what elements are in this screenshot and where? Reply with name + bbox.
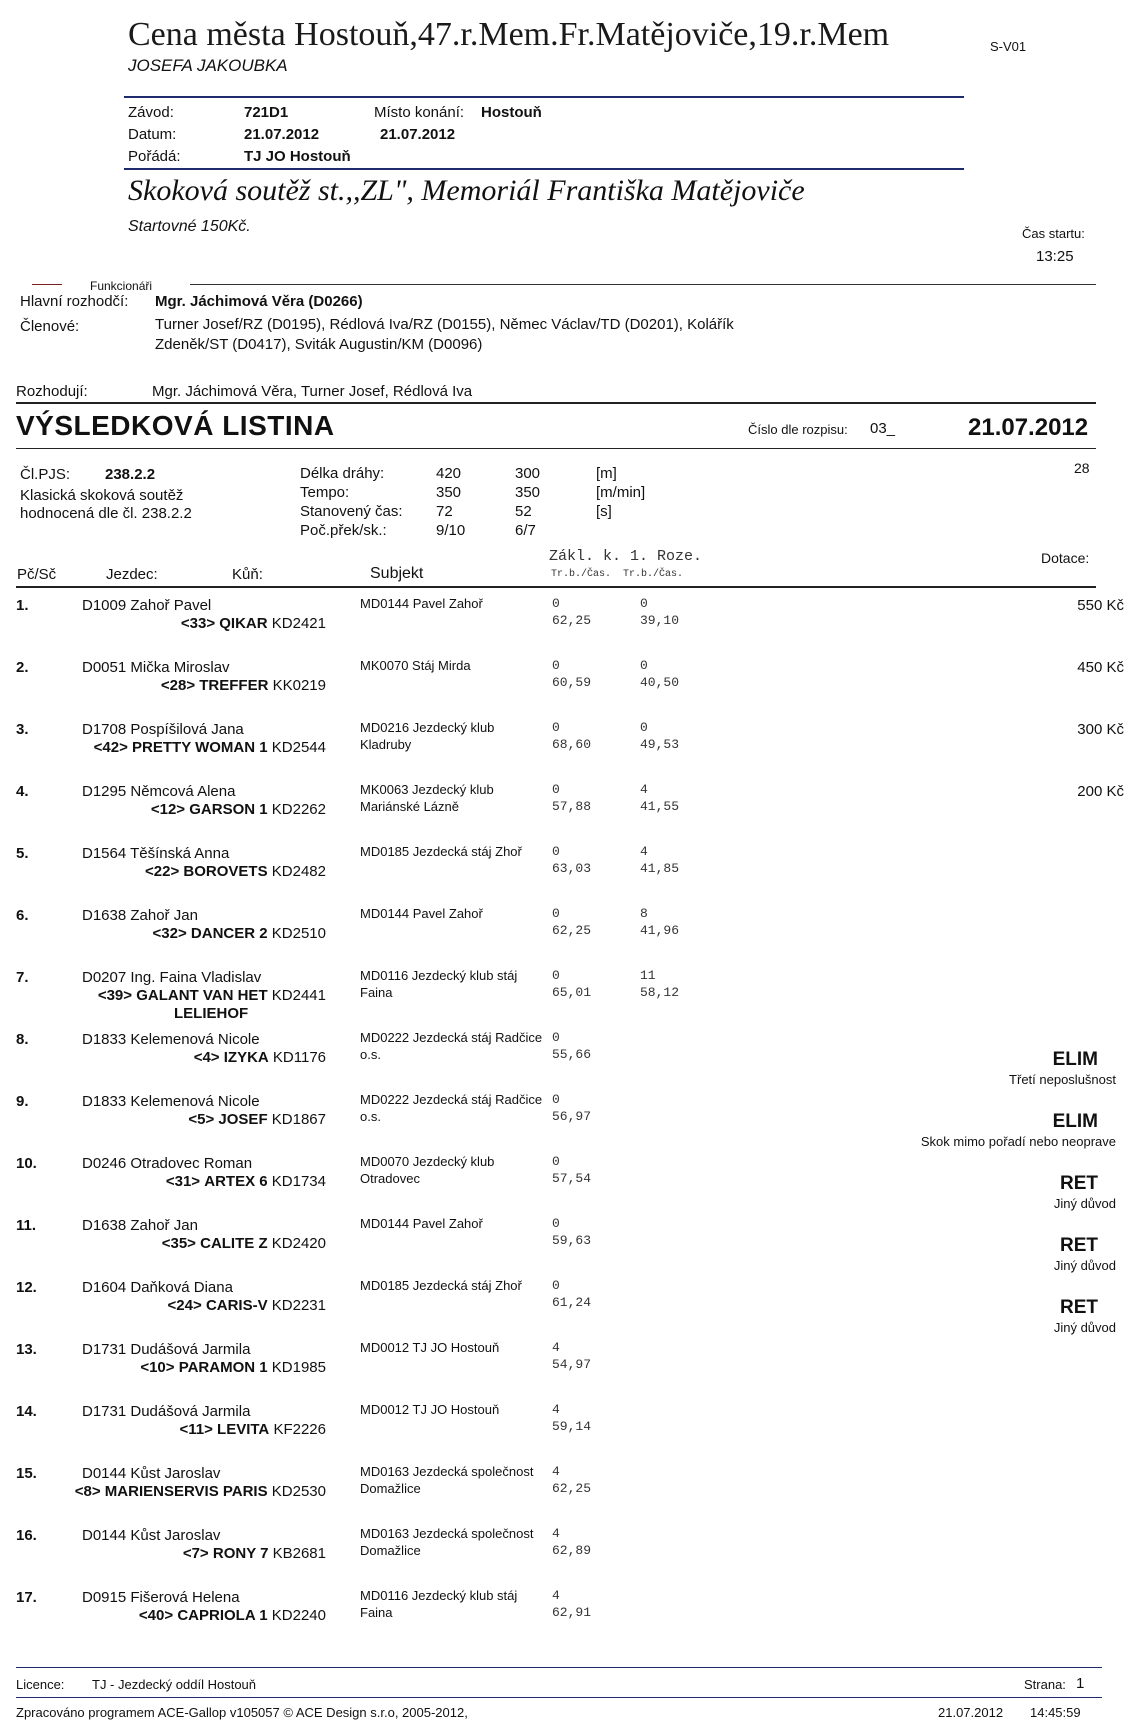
row-position: 11. [16, 1217, 37, 1234]
row-round1-penalty: 0 [552, 1154, 560, 1169]
row-round1-penalty: 4 [552, 1340, 560, 1355]
table-row [0, 1399, 1136, 1461]
param-label-tempo: Tempo: [300, 484, 350, 501]
row-round2-penalty: 0 [640, 596, 648, 611]
row-round1-penalty: 4 [552, 1464, 560, 1479]
clenove-line-2: Zdeněk/ST (D0417), Sviták Augustin/KM (D0096) [155, 336, 483, 353]
startovne: Startovné 150Kč. [128, 218, 251, 235]
datum-value-2: 21.07.2012 [380, 126, 456, 143]
results-title: VÝSLEDKOVÁ LISTINA [16, 410, 335, 441]
row-horse-name: GALANT VAN HET [136, 987, 268, 1004]
row-round1-time: 57,88 [552, 799, 592, 814]
row-horse-line [0, 1483, 326, 1500]
row-subject: MD0216 Jezdecký klub Kladruby [360, 720, 495, 752]
row-round1-time: 62,91 [552, 1605, 592, 1620]
row-horse-number: <40> [138, 1607, 174, 1624]
datum-label: Datum: [128, 126, 177, 143]
row-subject: MD0144 Pavel Zahoř [360, 596, 483, 611]
row-subject: MD0116 Jezdecký klub stáj Faina [360, 1588, 518, 1620]
competition-description-1: Klasická skoková soutěž [20, 487, 184, 504]
row-horse-id: KD2231 [271, 1297, 326, 1314]
porada-label: Pořádá: [128, 148, 181, 165]
row-round1-time: 62,25 [552, 1481, 592, 1496]
row-horse-line [0, 987, 326, 1004]
row-horse-id: KD1985 [271, 1359, 326, 1376]
row-horse-name: CAPRIOLA 1 [177, 1607, 268, 1624]
row-position: 4. [16, 783, 29, 800]
row-round2-penalty: 11 [640, 968, 656, 983]
param-v2-tempo: 350 [515, 484, 541, 501]
row-horse-id: KD2544 [271, 739, 326, 756]
row-position: 15. [16, 1465, 37, 1482]
row-horse-id: KD1176 [272, 1049, 326, 1066]
row-round2-penalty: 4 [640, 844, 648, 859]
row-subject: MD0070 Jezdecký klub Otradovec [360, 1154, 495, 1186]
row-round1-penalty: 4 [552, 1402, 560, 1417]
row-horse-id: KD1867 [271, 1111, 326, 1128]
table-row [0, 903, 1136, 965]
row-horse-number: <24> [167, 1297, 202, 1314]
row-position: 2. [16, 659, 29, 676]
row-horse-line [0, 1421, 326, 1438]
row-round2-time: 58,12 [640, 985, 680, 1000]
row-horse-line [0, 1359, 326, 1376]
results-date: 21.07.2012 [968, 414, 1089, 441]
row-horse-number: <22> [145, 863, 180, 880]
row-subject: MD0012 TJ JO Hostouň [360, 1402, 500, 1417]
row-rider: D0246 Otradovec Roman [82, 1155, 253, 1172]
table-row [0, 1523, 1136, 1585]
row-horse-line [0, 1545, 326, 1562]
row-horse-line [0, 1297, 326, 1314]
column-header-subject: Subjekt [370, 565, 424, 582]
column-header-rider: Jezdec: [106, 566, 158, 583]
row-subject: MD0185 Jezdecká stáj Zhoř [360, 1278, 522, 1293]
row-rider: D1604 Daňková Diana [82, 1279, 233, 1296]
table-row [0, 1275, 1136, 1337]
table-row [0, 593, 1136, 655]
row-horse-name: LEVITA [217, 1421, 270, 1438]
officials-divider-left [32, 284, 62, 285]
table-row [0, 1089, 1136, 1151]
print-date: 21.07.2012 [938, 1705, 1004, 1720]
table-row [0, 1461, 1136, 1523]
officials-divider-right [190, 284, 1096, 285]
row-round1-time: 59,14 [552, 1419, 592, 1434]
param-v2-distance: 300 [515, 465, 541, 482]
row-horse-number: <10> [140, 1359, 175, 1376]
row-round1-penalty: 0 [552, 1030, 560, 1045]
row-horse-id: KD2421 [271, 615, 326, 632]
row-position: 12. [16, 1279, 37, 1296]
results-divider-top [16, 402, 1096, 404]
row-round2-time: 49,53 [640, 737, 680, 752]
row-round2-penalty: 0 [640, 720, 648, 735]
param-label-distance: Délka dráhy: [300, 465, 385, 482]
table-row [0, 717, 1136, 779]
clenove-label: Členové: [20, 318, 80, 335]
param-label-obstacles: Poč.přek/sk.: [300, 522, 387, 539]
row-position: 13. [16, 1341, 37, 1358]
row-round2-penalty: 0 [640, 658, 648, 673]
row-round1-time: 68,60 [552, 737, 592, 752]
row-round1-time: 55,66 [552, 1047, 592, 1062]
row-rider: D0051 Mička Miroslav [82, 659, 230, 676]
header-divider-bottom [124, 168, 964, 170]
event-subtitle: JOSEFA JAKOUBKA [128, 56, 288, 75]
row-horse-number: <5> [188, 1111, 215, 1128]
row-horse-line [0, 1607, 326, 1624]
row-horse-name: JOSEF [218, 1111, 268, 1128]
row-horse-line [0, 615, 326, 632]
row-horse-number: <35> [161, 1235, 196, 1252]
row-rider: D1731 Dudášová Jarmila [82, 1341, 251, 1358]
row-position: 8. [16, 1031, 29, 1048]
param-unit-distance: [m] [596, 465, 617, 482]
row-round2-time: 40,50 [640, 675, 680, 690]
result-count: 28 [1074, 460, 1090, 476]
row-horse-name: QIKAR [219, 615, 268, 632]
row-status-reason: Třetí neposlušnost [1009, 1072, 1116, 1087]
table-row [0, 965, 1136, 1027]
table-row [0, 779, 1136, 841]
rozhoduji-label: Rozhodují: [16, 383, 88, 400]
row-horse-number: <7> [182, 1545, 209, 1562]
row-horse-name: IZYKA [223, 1049, 269, 1066]
row-horse-line [0, 1173, 326, 1190]
row-round1-penalty: 4 [552, 1588, 560, 1603]
row-round2-time: 41,85 [640, 861, 680, 876]
row-horse-name: TREFFER [199, 677, 269, 694]
row-subject: MD0116 Jezdecký klub stáj Faina [360, 968, 518, 1000]
row-round1-time: 56,97 [552, 1109, 592, 1124]
param-v2-obstacles: 6/7 [515, 522, 536, 539]
row-horse-id: KB2681 [272, 1545, 326, 1562]
row-round1-penalty: 0 [552, 1278, 560, 1293]
row-round1-time: 57,54 [552, 1171, 592, 1186]
table-row [0, 1213, 1136, 1275]
row-round2-time: 41,96 [640, 923, 680, 938]
column-header-prize: Dotace: [1041, 550, 1090, 566]
row-round1-penalty: 0 [552, 1092, 560, 1107]
table-row [0, 1337, 1136, 1399]
row-horse-id: KD1734 [271, 1173, 326, 1190]
row-rider: D0207 Ing. Faina Vladislav [82, 969, 262, 986]
row-horse-name: PARAMON 1 [178, 1359, 268, 1376]
row-horse-number: <11> [179, 1421, 213, 1438]
table-row [0, 1027, 1136, 1089]
document-code: S-V01 [990, 39, 1027, 54]
row-subject: MD0222 Jezdecká stáj Radčice o.s. [360, 1030, 543, 1062]
row-horse-line [0, 739, 326, 756]
column-header-position: Pč/Sč [17, 566, 57, 583]
param-unit-tempo: [m/min] [596, 484, 646, 501]
row-rider: D1295 Němcová Alena [82, 783, 236, 800]
row-horse-number: <33> [180, 615, 216, 632]
row-horse-name: GARSON 1 [189, 801, 268, 818]
datum-value-1: 21.07.2012 [244, 126, 320, 143]
row-horse-name: DANCER 2 [190, 925, 268, 942]
row-round1-time: 65,01 [552, 985, 592, 1000]
row-horse-name: MARIENSERVIS PARIS [104, 1483, 268, 1500]
row-horse-name-cont: LELIEHOF [174, 1005, 249, 1022]
cas-startu-label: Čas startu: [1022, 226, 1085, 241]
row-prize: 200 Kč [1077, 783, 1124, 800]
row-subject: MK0070 Stáj Mirda [360, 658, 471, 673]
row-horse-id: KD2420 [271, 1235, 326, 1252]
row-round1-time: 62,89 [552, 1543, 592, 1558]
row-subject: MD0012 TJ JO Hostouň [360, 1340, 500, 1355]
row-rider: D1009 Zahoř Pavel [82, 597, 212, 614]
row-rider: D1638 Zahoř Jan [82, 1217, 198, 1234]
row-round2-penalty: 4 [640, 782, 648, 797]
row-horse-number: <28> [160, 677, 196, 694]
row-horse-name: PRETTY WOMAN 1 [132, 739, 268, 756]
row-horse-name: CARIS-V [205, 1297, 268, 1314]
misto-label: Místo konání: [374, 104, 465, 121]
zavod-value: 721D1 [244, 104, 289, 121]
misto-value: Hostouň [481, 104, 542, 121]
row-horse-number: <32> [152, 925, 187, 942]
zavod-label: Závod: [128, 104, 174, 121]
row-round1-penalty: 0 [552, 658, 560, 673]
row-position: 10. [16, 1155, 37, 1172]
row-status-reason: Skok mimo pořadí nebo neoprave [920, 1134, 1116, 1149]
porada-value: TJ JO Hostouň [244, 148, 351, 165]
table-header-divider [16, 586, 1096, 588]
table-row [0, 1151, 1136, 1213]
row-round1-penalty: 0 [552, 968, 560, 983]
cislo-label: Číslo dle rozpisu: [748, 422, 848, 437]
row-position: 9. [16, 1093, 29, 1110]
row-horse-id: KD2510 [271, 925, 326, 942]
clenove-line-1: Turner Josef/RZ (D0195), Rédlová Iva/RZ (D0155), Němec Václav/TD (D0201), Kolářík [155, 316, 734, 333]
row-horse-id: KD2240 [271, 1607, 326, 1624]
strana-label: Strana: [1024, 1677, 1066, 1692]
param-unit-time: [s] [596, 503, 612, 520]
row-position: 16. [16, 1527, 37, 1544]
row-position: 3. [16, 721, 29, 738]
param-v1-obstacles: 9/10 [436, 522, 466, 539]
row-position: 17. [16, 1589, 37, 1606]
competition-description-2: hodnocená dle čl. 238.2.2 [20, 505, 192, 522]
row-horse-number: <8> [74, 1483, 101, 1500]
column-header-round-sub: Tr.b./Čas. Tr.b./Čas. [551, 569, 684, 580]
row-subject: MD0222 Jezdecká stáj Radčice o.s. [360, 1092, 543, 1124]
row-status: ELIM [1052, 1111, 1098, 1132]
row-position: 5. [16, 845, 29, 862]
row-horse-line [0, 1111, 326, 1128]
hlavni-label: Hlavní rozhodčí: [20, 293, 129, 310]
table-row [0, 1585, 1136, 1647]
param-v1-tempo: 350 [436, 484, 462, 501]
row-round1-penalty: 0 [552, 1216, 560, 1231]
row-position: 6. [16, 907, 29, 924]
row-round1-time: 63,03 [552, 861, 592, 876]
results-divider-bottom [16, 448, 1096, 449]
row-position: 1. [16, 597, 29, 614]
row-rider: D0915 Fišerová Helena [82, 1589, 240, 1606]
param-v2-time: 52 [515, 503, 532, 520]
header-divider-top [124, 96, 964, 98]
row-rider: D1731 Dudášová Jarmila [82, 1403, 251, 1420]
row-horse-id: KD2441 [271, 987, 326, 1004]
row-round1-penalty: 0 [552, 720, 560, 735]
row-status-reason: Jiný důvod [1053, 1258, 1116, 1273]
officials-section-label: Funkcionáři [90, 279, 153, 293]
table-row [0, 655, 1136, 717]
row-round2-time: 39,10 [640, 613, 680, 628]
param-v1-distance: 420 [436, 465, 462, 482]
strana-value: 1 [1076, 1675, 1085, 1692]
row-rider: D0144 Kůst Jaroslav [82, 1465, 221, 1482]
row-horse-id: KK0219 [272, 677, 326, 694]
row-horse-id: KD2530 [271, 1483, 326, 1500]
table-row [0, 841, 1136, 903]
cislo-value: 03_ [870, 420, 896, 437]
row-round1-penalty: 0 [552, 906, 560, 921]
row-round2-time: 41,55 [640, 799, 680, 814]
row-horse-id: KD2262 [271, 801, 326, 818]
row-round1-time: 62,25 [552, 613, 592, 628]
footer-divider-bottom [16, 1697, 1102, 1698]
event-title: Cena města Hostouň,47.r.Mem.Fr.Matějoviče,19.r.Mem [128, 16, 890, 53]
column-header-horse: Kůň: [232, 566, 263, 583]
row-horse-number: <31> [165, 1173, 201, 1190]
row-round1-time: 54,97 [552, 1357, 592, 1372]
row-horse-line [0, 1235, 326, 1252]
row-prize: 450 Kč [1077, 659, 1124, 676]
row-round1-penalty: 0 [552, 596, 560, 611]
pjs-value: 238.2.2 [105, 466, 156, 483]
row-horse-name: BOROVETS [183, 863, 268, 880]
row-horse-line [0, 925, 326, 942]
competition-name: Skoková soutěž st.,,ZL", Memoriál Františka Matějoviče [128, 174, 805, 207]
row-status: RET [1060, 1173, 1098, 1194]
row-status-reason: Jiný důvod [1053, 1196, 1116, 1211]
row-status: RET [1060, 1235, 1098, 1256]
row-subject: MD0144 Pavel Zahoř [360, 906, 483, 921]
pjs-label: Čl.PJS: [20, 466, 71, 483]
row-status: RET [1060, 1297, 1098, 1318]
footer-divider-top [16, 1667, 1102, 1668]
row-status: ELIM [1052, 1049, 1098, 1070]
row-subject: MD0144 Pavel Zahoř [360, 1216, 483, 1231]
row-rider: D1638 Zahoř Jan [82, 907, 198, 924]
row-horse-line [0, 677, 326, 694]
row-rider: D1833 Kelemenová Nicole [82, 1031, 260, 1048]
row-horse-line [0, 1049, 326, 1066]
row-round1-penalty: 4 [552, 1526, 560, 1541]
row-rider: D1833 Kelemenová Nicole [82, 1093, 260, 1110]
program-credit: Zpracováno programem ACE-Gallop v105057 © ACE Design s.r.o, 2005-2012, [16, 1705, 468, 1720]
row-horse-number: <12> [150, 801, 186, 818]
row-subject: MD0185 Jezdecká stáj Zhoř [360, 844, 522, 859]
row-rider: D1564 Těšínská Anna [82, 845, 230, 862]
print-time: 14:45:59 [1030, 1705, 1081, 1720]
row-horse-number: <42> [93, 739, 128, 756]
row-position: 14. [16, 1403, 37, 1420]
row-horse-number: <39> [97, 987, 133, 1004]
row-horse-id: KF2226 [273, 1421, 326, 1438]
row-position: 7. [16, 969, 29, 986]
row-subject: MD0163 Jezdecká společnost Domažlice [360, 1526, 534, 1558]
row-rider: D0144 Kůst Jaroslav [82, 1527, 221, 1544]
row-round1-time: 62,25 [552, 923, 592, 938]
row-horse-name: ARTEX 6 [204, 1173, 268, 1190]
row-rider: D1708 Pospíšilová Jana [82, 721, 244, 738]
row-horse-line [0, 863, 326, 880]
cas-startu-value: 13:25 [1036, 248, 1074, 265]
row-subject: MK0063 Jezdecký klub Mariánské Lázně [360, 782, 494, 814]
row-round1-time: 59,63 [552, 1233, 592, 1248]
row-status-reason: Jiný důvod [1053, 1320, 1116, 1335]
rozhoduji-value: Mgr. Jáchimová Věra, Turner Josef, Rédlová Iva [152, 383, 473, 400]
licence-label: Licence: [16, 1677, 65, 1692]
row-horse-name: RONY 7 [212, 1545, 269, 1562]
row-round1-penalty: 0 [552, 844, 560, 859]
row-horse-name: CALITE Z [200, 1235, 268, 1252]
row-subject: MD0163 Jezdecká společnost Domažlice [360, 1464, 534, 1496]
row-horse-id: KD2482 [271, 863, 326, 880]
hlavni-value: Mgr. Jáchimová Věra (D0266) [155, 293, 363, 310]
row-horse-number: <4> [193, 1049, 220, 1066]
row-round1-time: 60,59 [552, 675, 592, 690]
row-round1-penalty: 0 [552, 782, 560, 797]
licence-value: TJ - Jezdecký oddíl Hostouň [92, 1677, 257, 1692]
param-v1-time: 72 [436, 503, 453, 520]
row-round1-time: 61,24 [552, 1295, 592, 1310]
param-label-time: Stanovený čas: [300, 503, 403, 520]
column-header-rounds: Zákl. k. 1. Roze. [549, 548, 703, 565]
row-horse-line [0, 801, 326, 818]
row-prize: 300 Kč [1077, 721, 1124, 738]
row-round2-penalty: 8 [640, 906, 648, 921]
row-prize: 550 Kč [1077, 597, 1124, 614]
